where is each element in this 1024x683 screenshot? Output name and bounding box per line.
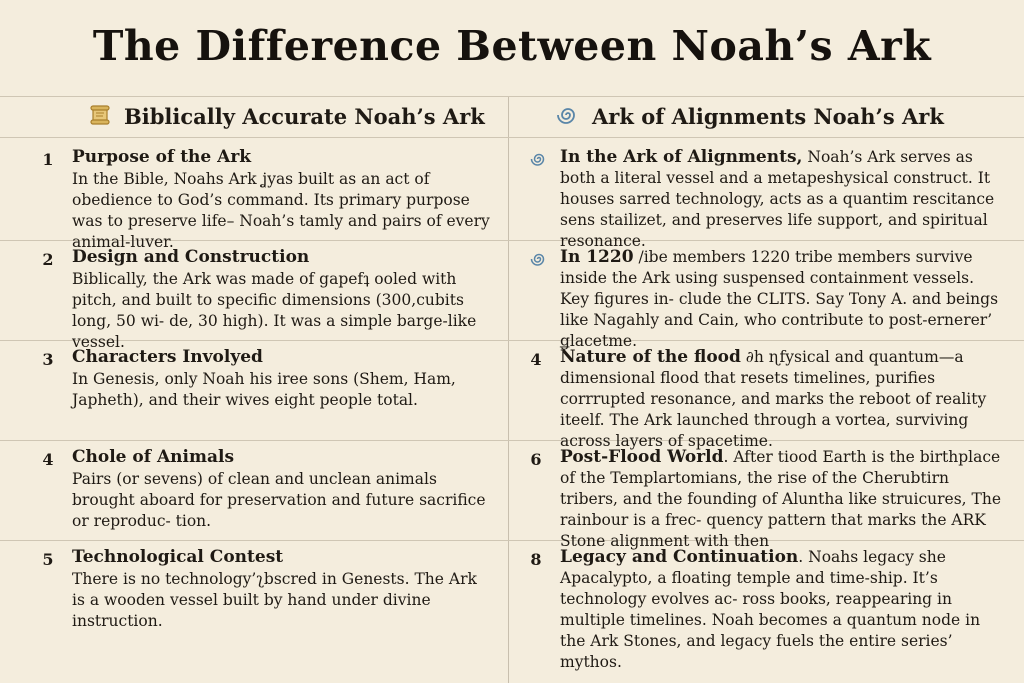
right-row	[560, 447, 1005, 552]
right-row	[560, 547, 1005, 673]
row-number: 4	[42, 450, 54, 469]
right-row	[560, 147, 1005, 252]
row-body-lead: . After tiood Earth is the birthplace	[723, 448, 1001, 466]
page-title: The Difference Between Noah’s Ark	[92, 22, 932, 70]
row-heading: Post-Flood World	[560, 447, 724, 467]
header-bottom-rule	[0, 137, 1024, 138]
scroll-icon	[88, 103, 114, 129]
row-body: of the Templartomians, the rise of the Cherubtirn tribers, and the founding of Aluntha like struicures, The rainbour is a frec- quency pattern that marks the ARK Stone alignment with then	[560, 469, 1002, 550]
left-row	[72, 347, 492, 411]
row-body: the Ark using suspensed containment vessels. Key figures in- clude the CLITS. Say Tony A. and beings like Nagahly and Cain, who contribute to post-ernerer’ ǥlacetme.	[560, 269, 999, 350]
row-heading: Nature of the flood	[560, 347, 741, 367]
row-body: In the Bible, Noahs Ark ʝyas built as an act of obedience to God’s command. Its primary purpose was to preserve life– Noah’s tamly and pairs of every animal-luver.	[72, 170, 490, 251]
row-body: dimensional flood that resets timelines, purifies corrrupted resonance, and marks the reboot of reality iteelf. The Ark launched through a vortea, surviving across layers of spacetime.	[560, 369, 987, 450]
row-heading: In 1220	[560, 247, 634, 267]
row-body-lead: ∂h ɳfysical and quantum—a	[740, 348, 964, 366]
left-row	[72, 547, 492, 632]
right-column-header	[556, 100, 944, 132]
row-heading: Legacy and Continuation	[560, 547, 799, 567]
row-body: a floating temple and time-ship. It’s technology evolves ac- ross books, reappearing in multiple timelines. Noah becomes a quantum node in the Ark Stones, and legacy fuels the entire series’ mythos.	[560, 569, 981, 671]
header-top-rule	[0, 96, 1024, 97]
row-number: 8	[530, 550, 542, 569]
row-body-lead: Noah’s Ark serves as	[802, 148, 973, 166]
swirl-icon	[556, 103, 582, 129]
right-column-heading: Ark of Alignments Noah’s Ark	[592, 103, 944, 129]
swirl-icon	[530, 250, 548, 268]
row-number: 5	[42, 550, 54, 569]
row-body-lead: /ibe members 1220 tribe members survive inside	[560, 248, 973, 287]
row-number: 2	[42, 250, 54, 269]
left-row	[72, 447, 492, 532]
row-heading: In the Ark of Alignments,	[560, 147, 803, 167]
row-body: both a literal vessel and a metapeshysical construct. It houses sarred technology, acts as a quantim rescitance sens stailizet, and preserves life support, and spiritual resonance.	[560, 169, 995, 250]
row-number: 1	[42, 150, 54, 169]
column-divider	[508, 96, 509, 683]
row-number: 4	[530, 350, 542, 369]
row-heading: Design and Construction	[72, 247, 310, 267]
row-body: In Genesis, only Noah his iree sons (Shem, Ham, Japheth), and their wives eight people total.	[72, 370, 456, 409]
left-row	[72, 147, 492, 253]
row-heading: Characters Involyed	[72, 347, 263, 367]
right-row	[560, 347, 1005, 452]
row-number: 3	[42, 350, 54, 369]
left-row	[72, 247, 492, 353]
row-body: Pairs (or sevens) of clean and unclean animals brought aboard for preservation and future sacrifice or reproduc- tion.	[72, 470, 486, 530]
row-heading: Technological Contest	[72, 547, 284, 567]
left-column-heading: Biblically Accurate Noah’s Ark	[124, 103, 485, 129]
row-number: 6	[530, 450, 542, 469]
left-column-header	[88, 100, 485, 132]
right-row	[560, 247, 1005, 352]
row-heading: Purpose of the Ark	[72, 147, 252, 167]
row-body-lead: . Noahs legacy she Apacalypto,	[560, 548, 946, 587]
row-body: There is no technology’ʅbscred in Genests. The Ark is a wooden vessel built by hand under divine instruction.	[72, 570, 477, 630]
swirl-icon	[530, 150, 548, 168]
row-body: Biblically, the Ark was made of gapefʇ ooled with pitch, and built to specific dimensions (300,cubits long, 50 wi- de, 30 high). It was a simple barge-like vessel.	[72, 270, 477, 351]
row-heading: Chole of Animals	[72, 447, 235, 467]
